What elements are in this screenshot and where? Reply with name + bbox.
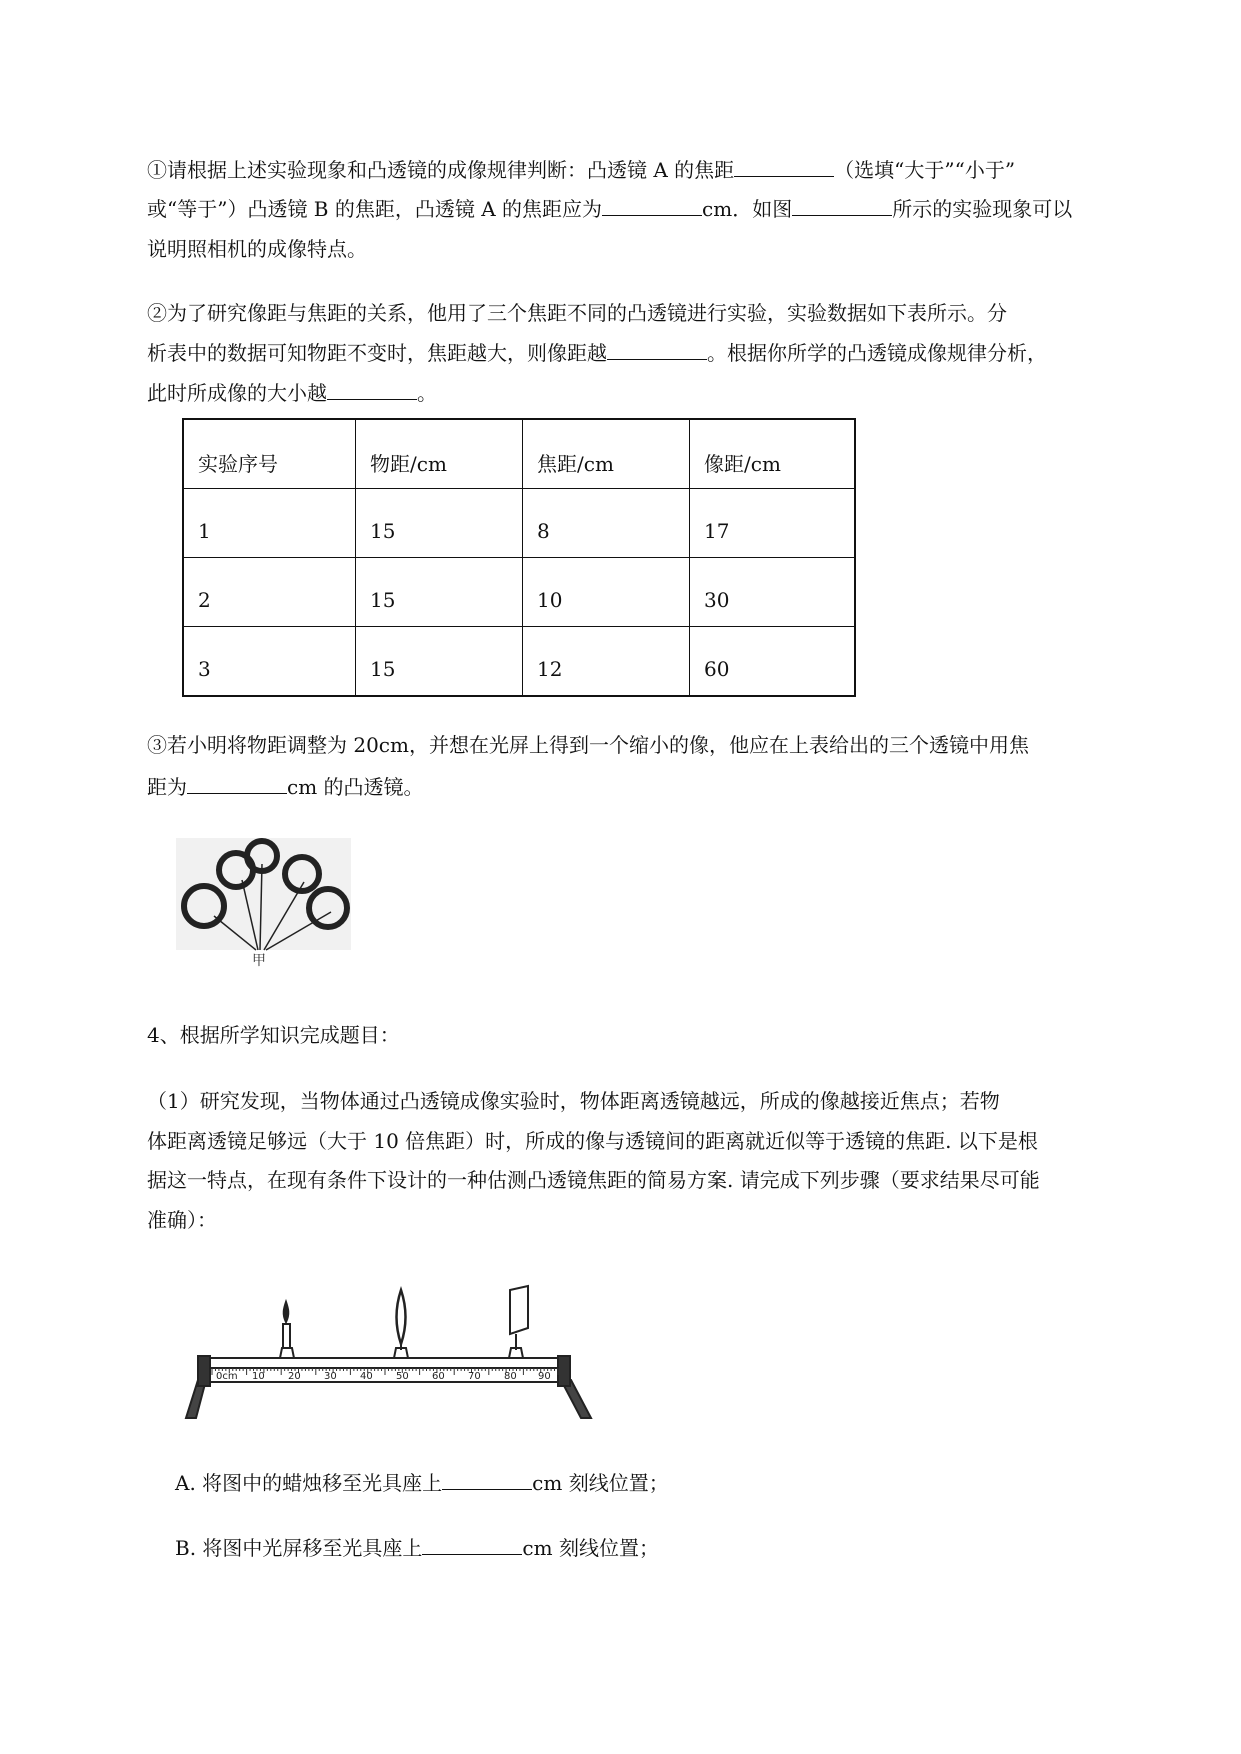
lenses-figure xyxy=(176,838,351,978)
table-cell xyxy=(183,627,356,697)
q4-step-b xyxy=(175,1533,659,1563)
scale-label: 0cm xyxy=(216,1371,238,1382)
text: 。根据你所学的凸透镜成像规律分析， xyxy=(707,341,1047,365)
table-cell xyxy=(523,627,690,697)
q4-p1-line2 xyxy=(147,1126,1038,1156)
text: 2 xyxy=(198,588,211,612)
q3-part1-line3 xyxy=(147,234,367,264)
table-cell xyxy=(523,558,690,627)
text: B. 将图中光屏移至光具座上 xyxy=(175,1536,423,1560)
text: 。 xyxy=(417,381,437,405)
scale-label: 70 xyxy=(468,1371,481,1382)
table-header-cell xyxy=(690,419,856,489)
answer-blank[interactable] xyxy=(602,195,702,216)
table-cell xyxy=(690,627,856,697)
text: ②为了研究像距与焦距的关系，他用了三个焦距不同的凸透镜进行实验，实验数据如下表所示。分 xyxy=(147,301,1007,325)
scale-label: 80 xyxy=(504,1371,517,1382)
q3-part3-line2 xyxy=(147,772,424,802)
table-cell xyxy=(523,489,690,558)
text: ③若小明将物距调整为 20cm，并想在光屏上得到一个缩小的像，他应在上表给出的三个透镜中用焦 xyxy=(147,733,1029,757)
text: ①请根据上述实验现象和凸透镜的成像规律判断：凸透镜 A 的焦距 xyxy=(147,158,735,182)
text: 焦距/cm xyxy=(537,451,614,476)
text: （1）研究发现，当物体通过凸透镜成像实验时，物体距离透镜越远，所成的像越接近焦点；若物 xyxy=(147,1089,1000,1113)
text: 物距/cm xyxy=(370,451,447,476)
text: 10 xyxy=(537,588,563,612)
text: 60 xyxy=(704,657,730,681)
text: 像距/cm xyxy=(704,451,781,476)
text: cm 刻线位置； xyxy=(522,1536,659,1560)
q3-part2-line2 xyxy=(147,338,1047,368)
q3-part2-line1 xyxy=(147,298,1007,328)
text: cm．如图 xyxy=(702,197,793,221)
q4-p1-line4 xyxy=(147,1205,217,1235)
table-header-cell xyxy=(183,419,356,489)
answer-blank[interactable] xyxy=(734,156,834,177)
table-cell xyxy=(356,627,523,697)
text: 15 xyxy=(370,657,396,681)
text: 17 xyxy=(704,519,730,543)
text: 距为 xyxy=(147,775,187,799)
q4-p1-line3 xyxy=(147,1165,1040,1195)
text: 30 xyxy=(704,588,730,612)
answer-blank[interactable] xyxy=(187,773,287,794)
answer-blank[interactable] xyxy=(607,339,707,360)
table-cell xyxy=(183,558,356,627)
table-header-row xyxy=(183,419,855,489)
text: 实验序号 xyxy=(198,451,278,476)
text: 准确）： xyxy=(147,1208,217,1232)
text: 15 xyxy=(370,519,396,543)
text: 此时所成像的大小越 xyxy=(147,381,327,405)
answer-blank[interactable] xyxy=(792,195,892,216)
scale-label: 20 xyxy=(288,1371,301,1382)
scale-label: 60 xyxy=(432,1371,445,1382)
q3-part1-line1 xyxy=(147,155,1015,185)
scale-label: 40 xyxy=(360,1371,373,1382)
table-cell xyxy=(690,489,856,558)
text: 或“等于”）凸透镜 B 的焦距，凸透镜 A 的焦距应为 xyxy=(147,197,603,221)
table-header-cell xyxy=(356,419,523,489)
optical-bench-illustration xyxy=(176,1278,596,1428)
scale-label: 30 xyxy=(324,1371,337,1382)
optical-bench-figure xyxy=(176,1278,596,1428)
figure-caption: 甲 xyxy=(252,953,266,969)
text: （选填“大于”“小于” xyxy=(834,158,1016,182)
text: 析表中的数据可知物距不变时，焦距越大，则像距越 xyxy=(147,341,607,365)
text: 15 xyxy=(370,588,396,612)
text: 3 xyxy=(198,657,211,681)
scale-label: 50 xyxy=(396,1371,409,1382)
table-row xyxy=(183,489,855,558)
text: 1 xyxy=(198,519,211,543)
table-row xyxy=(183,627,855,697)
table-cell xyxy=(356,558,523,627)
table-header-cell xyxy=(523,419,690,489)
q4-step-a xyxy=(175,1468,669,1498)
text: 说明照相机的成像特点。 xyxy=(147,237,367,261)
text: 体距离透镜足够远（大于 10 倍焦距）时，所成的像与透镜间的距离就近似等于透镜的焦距. 以下是根 xyxy=(147,1129,1038,1153)
q3-part1-line2 xyxy=(147,194,1072,224)
table-row xyxy=(183,558,855,627)
scale-label: 10 xyxy=(252,1371,265,1382)
data-table xyxy=(182,418,856,697)
text: 12 xyxy=(537,657,563,681)
q3-part3-line1 xyxy=(147,730,1029,760)
q3-part2-line3 xyxy=(147,378,437,408)
answer-blank[interactable] xyxy=(327,379,417,400)
answer-blank[interactable] xyxy=(422,1534,522,1555)
text: 所示的实验现象可以 xyxy=(892,197,1073,221)
text: 8 xyxy=(537,519,550,543)
scale-label: 90 xyxy=(538,1371,551,1382)
text: cm 刻线位置； xyxy=(532,1471,669,1495)
table-cell xyxy=(356,489,523,558)
text: 4、根据所学知识完成题目： xyxy=(147,1023,400,1047)
answer-blank[interactable] xyxy=(442,1469,532,1490)
text: cm 的凸透镜。 xyxy=(287,775,424,799)
q4-p1-line1 xyxy=(147,1086,1000,1116)
q4-title xyxy=(147,1020,400,1050)
text: 据这一特点，在现有条件下设计的一种估测凸透镜焦距的简易方案. 请完成下列步骤（要求结果尽可能 xyxy=(147,1168,1040,1192)
text: A. 将图中的蜡烛移至光具座上 xyxy=(175,1471,443,1495)
table-cell xyxy=(690,558,856,627)
table-cell xyxy=(183,489,356,558)
